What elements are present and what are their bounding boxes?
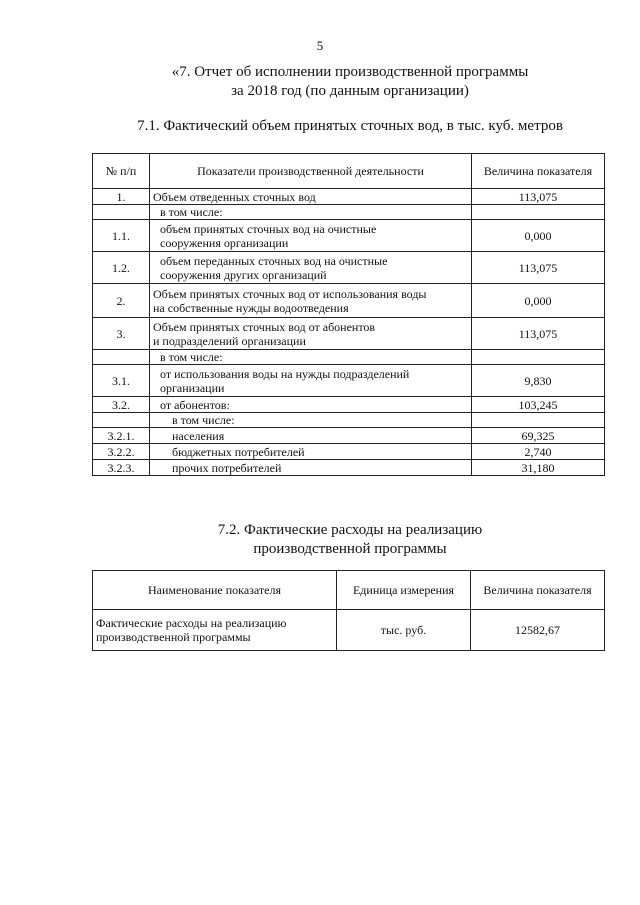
expense-name-line-2: производственной программы (96, 630, 251, 644)
row-label-line: Объем отведенных сточных вод (153, 189, 316, 204)
table-row (93, 350, 605, 365)
table-body (93, 189, 605, 476)
section-7-2-heading (60, 521, 640, 559)
row-label-line: сооружения организации (160, 235, 289, 250)
table-row (93, 428, 605, 444)
row-value-cell (472, 205, 605, 220)
title-line-2: за 2018 год (по данным организации) (231, 83, 469, 99)
row-label-cell (150, 318, 472, 350)
row-label-cell (150, 205, 472, 220)
row-number-cell: 3.2.1. (93, 428, 150, 444)
row-value-cell: 0,000 (472, 220, 605, 252)
row-value-cell: 2,740 (472, 444, 605, 460)
row-label-line: в том числе: (172, 413, 235, 427)
expense-name-line-1: Фактические расходы на реализацию (96, 616, 287, 630)
table-row (93, 252, 605, 284)
row-number-cell: 1.2. (93, 252, 150, 284)
header-value: Величина показателя (471, 571, 605, 610)
row-number-cell: 3. (93, 318, 150, 350)
table-row (93, 220, 605, 252)
row-label-line: сооружения других организаций (160, 267, 327, 282)
row-label-cell (150, 365, 472, 397)
row-value-cell: 113,075 (472, 318, 605, 350)
table-row (93, 318, 605, 350)
row-label-line: от использования воды на нужды подразделений (160, 366, 410, 381)
header-number: № п/п (93, 154, 150, 189)
row-number-cell: 3.2.2. (93, 444, 150, 460)
row-label-cell (150, 284, 472, 318)
row-label-line: населения (172, 428, 225, 443)
header-indicator: Показатели производственной деятельности (150, 154, 472, 189)
row-label-cell (150, 220, 472, 252)
row-number-cell: 1.1. (93, 220, 150, 252)
row-value-cell (472, 350, 605, 365)
row-label-cell (150, 252, 472, 284)
row-label-line: организации (160, 380, 225, 395)
row-label-cell (150, 460, 472, 476)
table-row (93, 610, 605, 651)
header-value: Величина показателя (472, 154, 605, 189)
row-value-cell: 9,830 (472, 365, 605, 397)
table-row (93, 189, 605, 205)
table-row (93, 205, 605, 220)
row-label-cell (150, 397, 472, 413)
row-label-cell (150, 350, 472, 365)
title-line-1: «7. Отчет об исполнении производственной программы (171, 64, 529, 80)
section-7-2-heading-line-1: 7.2. Фактические расходы на реализацию (217, 522, 483, 538)
row-label-line: объем принятых сточных вод на очистные (160, 221, 377, 236)
row-label-cell (150, 413, 472, 428)
section-7-1-heading: 7.1. Фактический объем принятых сточных вод, в тыс. куб. метров (137, 118, 563, 134)
row-value-cell (472, 413, 605, 428)
row-value-cell: 31,180 (472, 460, 605, 476)
row-label-line: от абонентов: (160, 397, 230, 412)
row-number-cell: 2. (93, 284, 150, 318)
document-title (80, 63, 620, 101)
row-number-cell: 3.2. (93, 397, 150, 413)
table-row (93, 444, 605, 460)
table-row (93, 365, 605, 397)
row-label-cell (150, 428, 472, 444)
row-label-line: Объем принятых сточных вод от абонентов (153, 319, 376, 334)
row-number-cell (93, 350, 150, 365)
row-value-cell: 0,000 (472, 284, 605, 318)
wastewater-volume-table (92, 153, 605, 476)
row-number-cell (93, 413, 150, 428)
row-label-cell (150, 444, 472, 460)
row-number-cell (93, 205, 150, 220)
row-label-line: объем переданных сточных вод на очистные (160, 253, 388, 268)
section-7-2-heading-line-2: производственной программы (253, 541, 447, 557)
header-unit: Единица измерения (337, 571, 471, 610)
expense-unit-cell: тыс. руб. (337, 610, 471, 651)
row-value-cell: 69,325 (472, 428, 605, 444)
row-number-cell: 3.1. (93, 365, 150, 397)
row-label-line: бюджетных потребителей (172, 444, 305, 459)
row-number-cell: 1. (93, 189, 150, 205)
row-label-line: в том числе: (160, 205, 223, 219)
row-label-line: Объем принятых сточных вод от использования воды (153, 286, 427, 301)
row-label-line: в том числе: (160, 350, 223, 364)
header-name: Наименование показателя (93, 571, 337, 610)
table-row (93, 413, 605, 428)
expenses-table (92, 570, 605, 651)
row-number-cell: 3.2.3. (93, 460, 150, 476)
row-label-line: и подразделений организации (153, 333, 306, 348)
row-label-line: прочих потребителей (172, 460, 282, 475)
table-row (93, 460, 605, 476)
expense-name-cell (93, 610, 337, 651)
row-value-cell: 113,075 (472, 252, 605, 284)
table-row (93, 284, 605, 318)
row-label-cell (150, 189, 472, 205)
row-value-cell: 113,075 (472, 189, 605, 205)
row-label-line: на собственные нужды водоотведения (153, 300, 349, 315)
expense-value-cell: 12582,67 (471, 610, 605, 651)
table-header-row (93, 571, 605, 610)
table-row (93, 397, 605, 413)
table-header-row (93, 154, 605, 189)
row-value-cell: 103,245 (472, 397, 605, 413)
page-number: 5 (316, 38, 324, 53)
